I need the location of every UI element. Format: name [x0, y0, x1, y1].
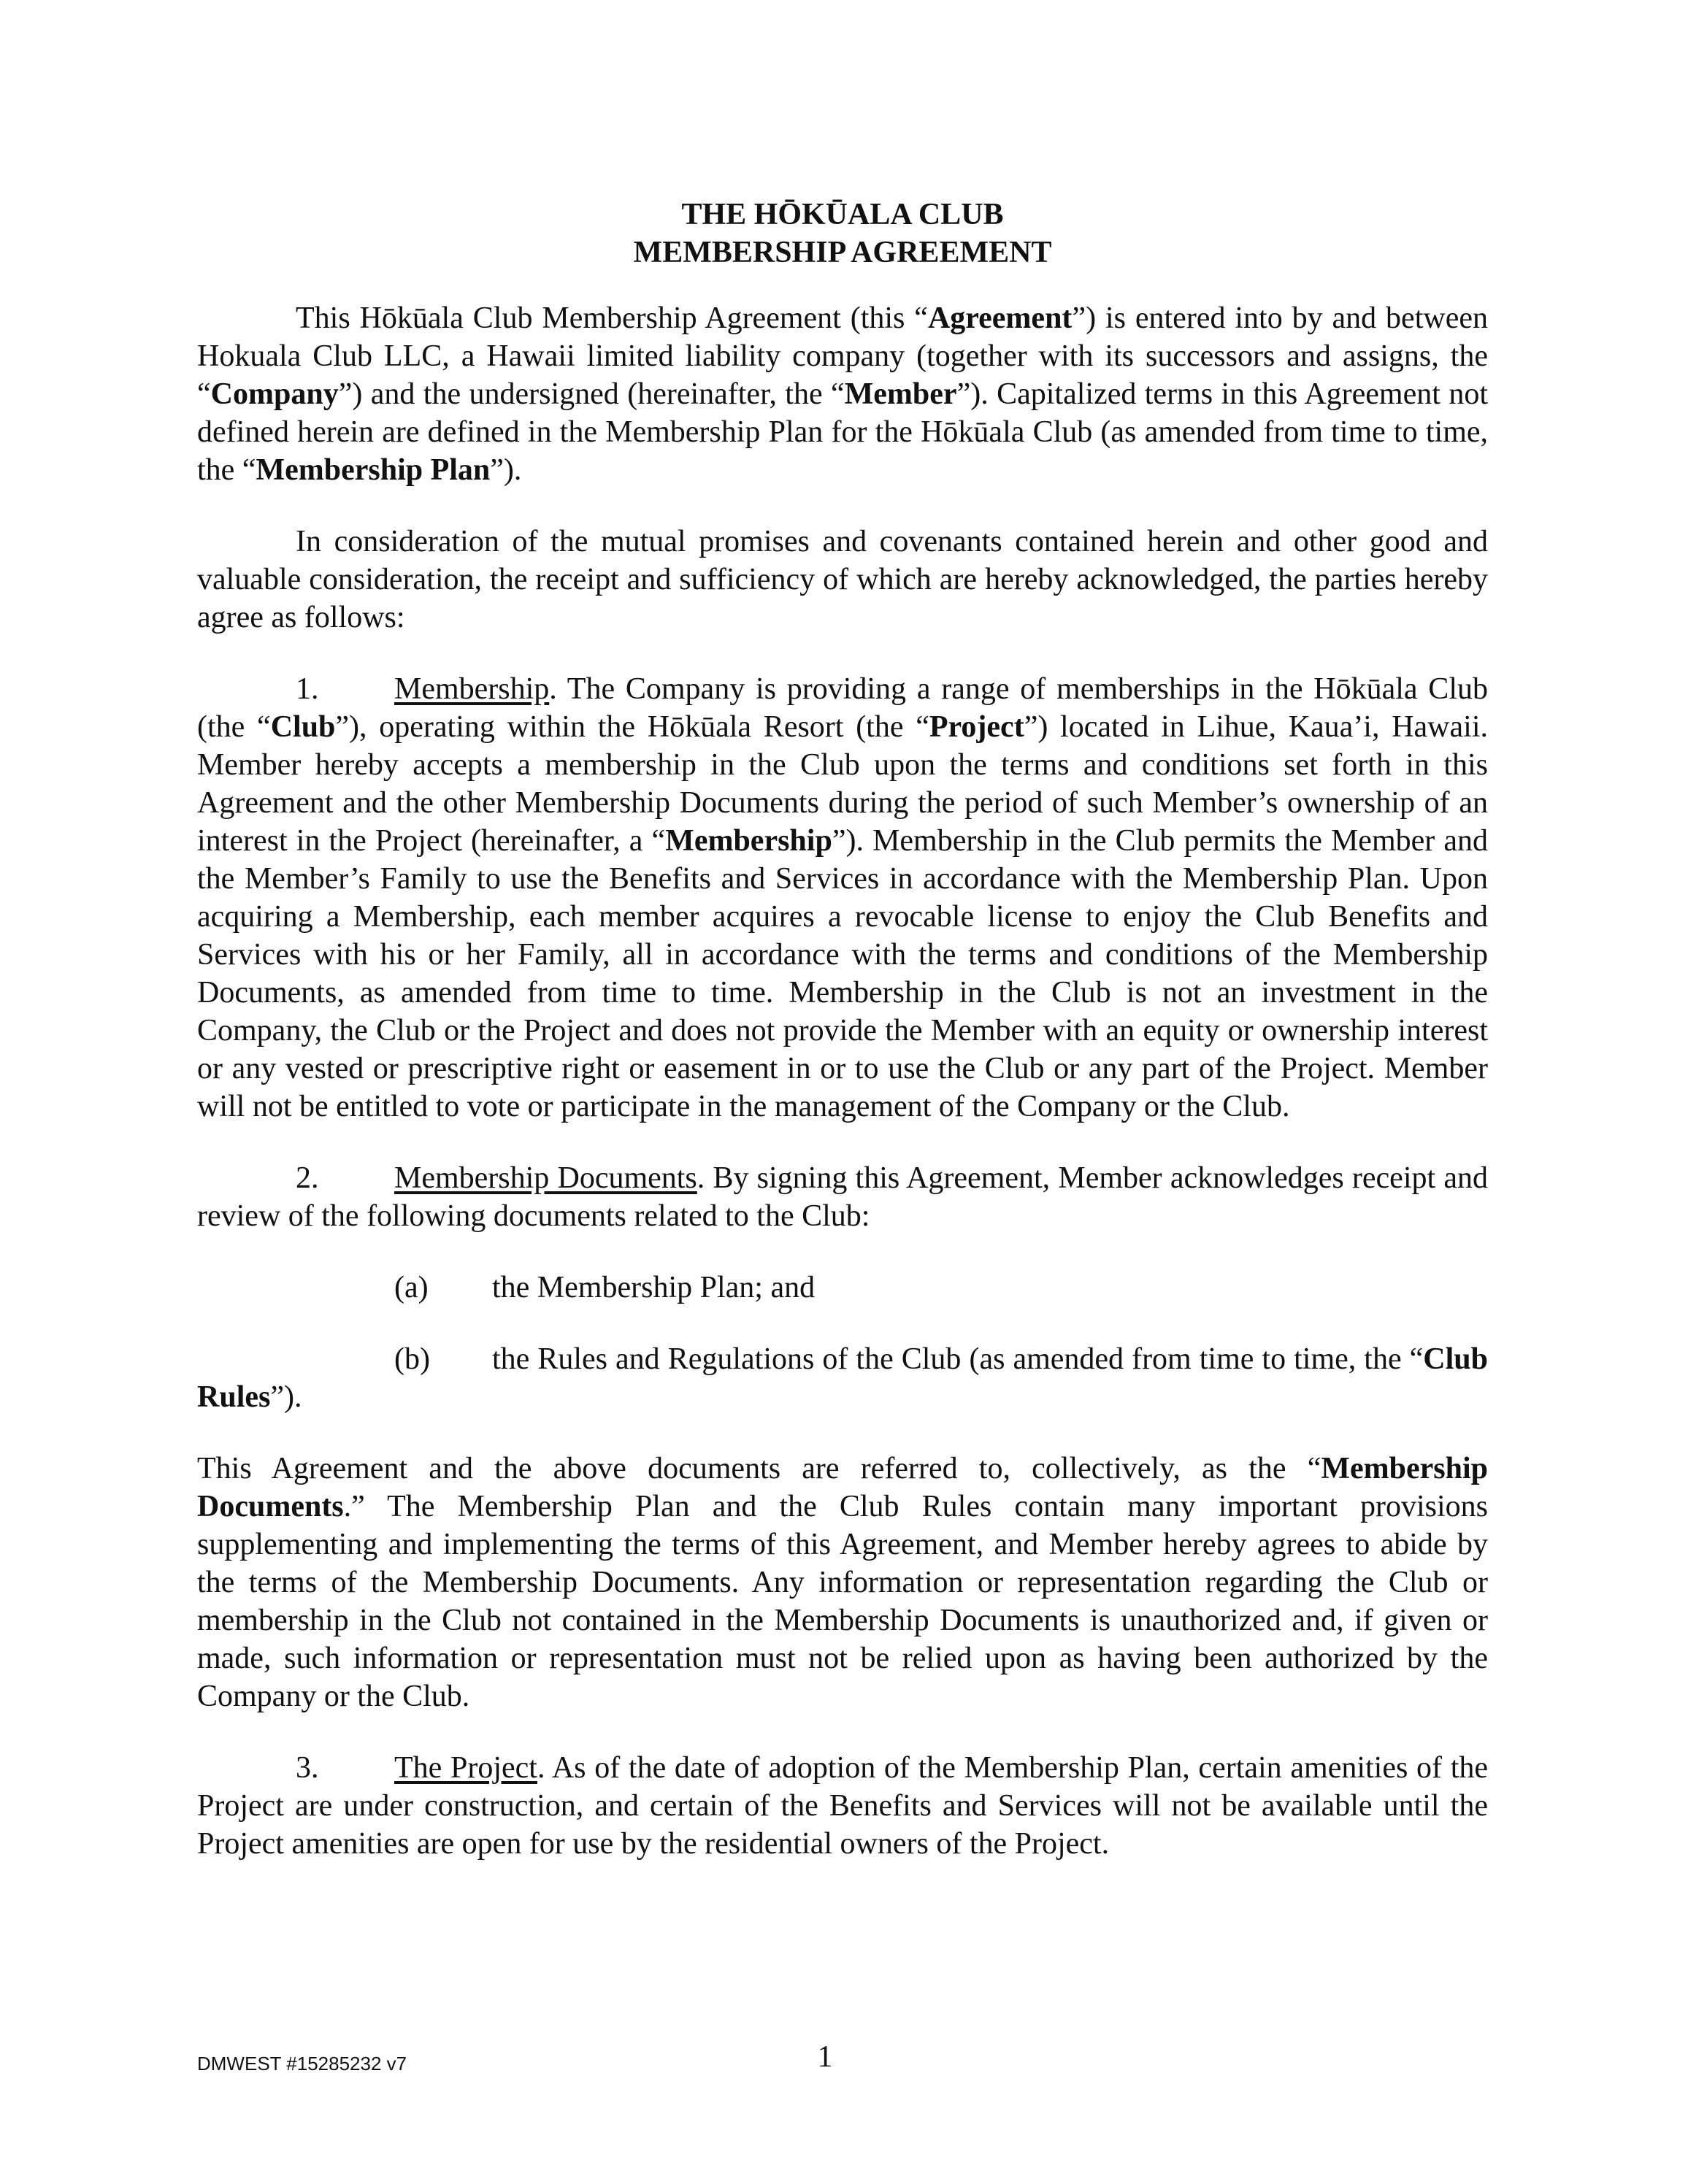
defined-term-member: Member [844, 377, 957, 411]
section-3-text: . As of the date of adoption of the Membership Plan, certain amenities of the Project are under construction, and certain of the Benefits and Services will not be available until the Project amenities are open for use by the residential owners of the Project. [197, 1751, 1489, 1861]
intro-text-2: ”) is entered into by and between Hokuala Club LLC, a Hawaii limited liability company (together with its successors and assigns, the “ [197, 301, 1488, 411]
defined-term-company: Company [210, 377, 339, 411]
defined-term-membership-documents: Membership Documents [197, 1452, 1488, 1523]
section-2-item-a [394, 1269, 1488, 1307]
section-1-text-3: ”) located in Lihue, Kaua’i, Hawaii. Member hereby accepts a membership in the Club upon the terms and conditions set forth in this Agreement and the other Membership Documents during the period of such Member’s ownership of an interest in the Project (hereinafter, a “ [197, 710, 1488, 858]
item-b-text-1: the Rules and Regulations of the Club (as amended from time to time, the “ [492, 1342, 1424, 1376]
section-2-item-b [197, 1340, 1488, 1416]
item-b-label: (b) [394, 1342, 430, 1376]
defined-term-club: Club [270, 710, 336, 744]
document-code: DMWEST #15285232 v7 [197, 2053, 407, 2075]
defined-term-agreement: Agreement [927, 301, 1073, 335]
document-title [197, 196, 1488, 272]
section-2-number: 2. [296, 1161, 319, 1195]
collective-text-1: This Agreement and the above documents are referred to, collectively, as the “ [197, 1452, 1321, 1485]
title-line-2: MEMBERSHIP AGREEMENT [633, 236, 1052, 269]
section-1 [197, 670, 1488, 1126]
defined-term-membership-plan: Membership Plan [256, 453, 491, 487]
defined-term-project: Project [929, 710, 1024, 744]
intro-paragraph [197, 299, 1488, 489]
section-1-text-1: . The Company is providing a range of memberships in the Hōkūala Club (the “ [197, 672, 1488, 744]
intro-text-1: This Hōkūala Club Membership Agreement (this “ [296, 301, 928, 335]
title-line-1: THE HŌKŪALA CLUB [681, 198, 1004, 231]
section-3-heading: The Project [394, 1751, 537, 1785]
item-a-label: (a) [394, 1271, 429, 1304]
section-1-text-2: ”), operating within the Hōkūala Resort (the “ [335, 710, 929, 744]
section-1-number: 1. [296, 672, 319, 706]
section-3-number: 3. [296, 1751, 319, 1785]
page-number: 1 [817, 2040, 833, 2074]
section-3 [197, 1749, 1488, 1863]
intro-text-4: ”). Capitalized terms in this Agreement not defined herein are defined in the Membership Plan for the Hōkūala Club (as amended from time to time, the “ [197, 377, 1488, 487]
defined-term-club-rules: Club Rules [197, 1342, 1488, 1414]
intro-text-3: ”) and the undersigned (hereinafter, the “ [338, 377, 845, 411]
defined-term-membership: Membership [665, 824, 832, 858]
collective-text-2: .” The Membership Plan and the Club Rules contain many important provisions supplementing and implementing the terms of this Agreement, and Member hereby agrees to abide by the terms of the Membership Documents. Any information or representation regarding the Club or membership in the Club not contained in the Membership Documents is unauthorized and, if given or made, such information or representation must not be relied upon as having been authorized by the Company or the Club. [197, 1490, 1488, 1713]
intro-text-5: ”). [490, 453, 522, 487]
section-2 [197, 1159, 1488, 1235]
collective-paragraph [197, 1450, 1488, 1715]
section-1-heading: Membership [394, 672, 550, 706]
item-a-text: the Membership Plan; and [492, 1271, 816, 1304]
section-2-heading: Membership Documents [394, 1161, 697, 1195]
section-1-text-4: ”). Membership in the Club permits the Member and the Member’s Family to use the Benefits and Services in accordance with the Membership Plan. Upon acquiring a Membership, each member acquires a revocable license to enjoy the Club Benefits and Services with his or her Family, all in accordance with the terms and conditions of the Membership Documents, as amended from time to time. Membership in the Club is not an investment in the Company, the Club or the Project and does not provide the Member with an equity or ownership interest or any vested or prescriptive right or easement in or to use the Club or any part of the Project. Member will not be entitled to vote or participate in the management of the Company or the Club. [197, 824, 1488, 1123]
document-body [197, 196, 1488, 1896]
section-2-text: . By signing this Agreement, Member acknowledges receipt and review of the following documents related to the Club: [197, 1161, 1488, 1233]
item-b-text-2: ”). [270, 1380, 302, 1414]
consideration-paragraph: In consideration of the mutual promises and covenants contained herein and other good and valuable consideration, the receipt and sufficiency of which are hereby acknowledged, the parties hereby agree as follows: [197, 525, 1488, 634]
